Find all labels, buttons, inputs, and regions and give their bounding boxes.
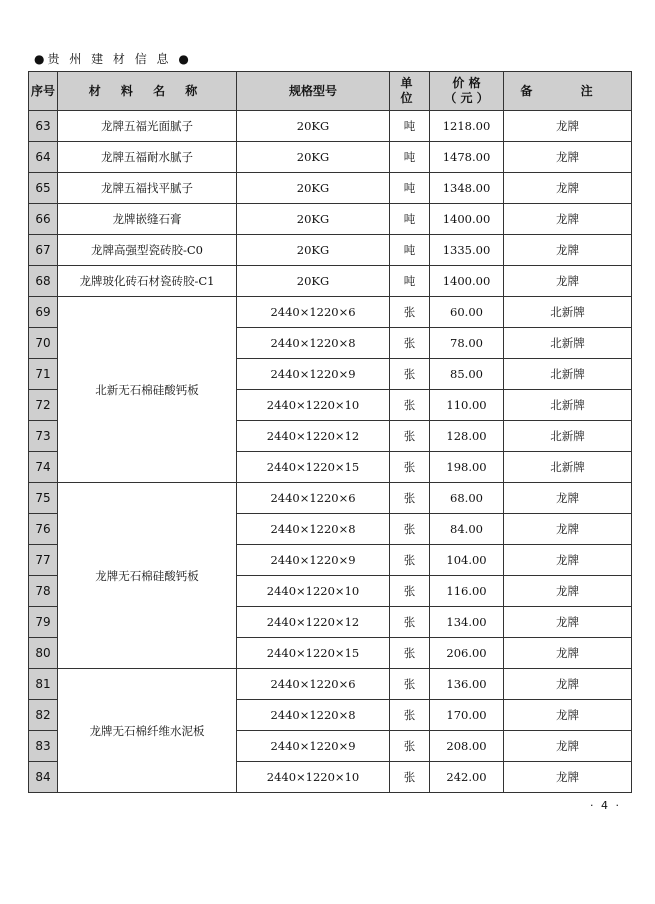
row-note: 北新牌 [504, 421, 632, 452]
row-note: 龙牌 [504, 607, 632, 638]
table-row [29, 235, 632, 266]
row-unit: 张 [390, 607, 430, 638]
row-seq: 69 [29, 297, 58, 328]
table-row [29, 204, 632, 235]
row-name: 龙牌玻化砖石材瓷砖胶-C1 [58, 266, 237, 297]
table-row [29, 483, 632, 514]
page-number: · 4 · [590, 799, 621, 812]
row-note: 龙牌 [504, 669, 632, 700]
row-spec: 2440×1220×6 [237, 669, 390, 700]
col-header-spec: 规格型号 [237, 72, 390, 111]
group-name-cell: 龙牌无石棉硅酸钙板 [58, 483, 237, 669]
table-row [29, 142, 632, 173]
table-row [29, 266, 632, 297]
row-unit: 张 [390, 452, 430, 483]
row-note: 龙牌 [504, 514, 632, 545]
row-note: 北新牌 [504, 452, 632, 483]
row-price: 208.00 [430, 731, 504, 762]
row-price: 60.00 [430, 297, 504, 328]
col-header-price [430, 72, 504, 111]
row-unit: 吨 [390, 235, 430, 266]
row-seq: 67 [29, 235, 58, 266]
row-spec: 2440×1220×8 [237, 700, 390, 731]
row-unit: 吨 [390, 142, 430, 173]
table-row [29, 297, 632, 328]
row-seq: 66 [29, 204, 58, 235]
row-seq: 68 [29, 266, 58, 297]
row-seq: 71 [29, 359, 58, 390]
row-seq: 75 [29, 483, 58, 514]
row-name: 龙牌五福耐水腻子 [58, 142, 237, 173]
row-price: 242.00 [430, 762, 504, 793]
table-row [29, 111, 632, 142]
row-note: 龙牌 [504, 483, 632, 514]
row-unit: 张 [390, 359, 430, 390]
row-seq: 82 [29, 700, 58, 731]
row-price: 1478.00 [430, 142, 504, 173]
row-spec: 2440×1220×15 [237, 452, 390, 483]
row-spec: 2440×1220×6 [237, 483, 390, 514]
row-unit: 张 [390, 421, 430, 452]
row-seq: 81 [29, 669, 58, 700]
row-price: 170.00 [430, 700, 504, 731]
col-header-name: 材 料 名 称 [58, 72, 237, 111]
row-spec: 2440×1220×10 [237, 762, 390, 793]
row-unit: 张 [390, 297, 430, 328]
row-price: 134.00 [430, 607, 504, 638]
row-seq: 65 [29, 173, 58, 204]
row-price: 1335.00 [430, 235, 504, 266]
row-spec: 20KG [237, 204, 390, 235]
table-row [29, 669, 632, 700]
row-note: 龙牌 [504, 204, 632, 235]
row-note: 北新牌 [504, 390, 632, 421]
row-spec: 2440×1220×8 [237, 328, 390, 359]
row-spec: 2440×1220×12 [237, 607, 390, 638]
group-name-cell: 北新无石棉硅酸钙板 [58, 297, 237, 483]
col-header-seq: 序号 [29, 72, 58, 111]
row-price: 1400.00 [430, 266, 504, 297]
row-spec: 2440×1220×10 [237, 576, 390, 607]
row-unit: 吨 [390, 173, 430, 204]
row-note: 龙牌 [504, 142, 632, 173]
row-unit: 吨 [390, 266, 430, 297]
group-name-cell: 龙牌无石棉纤维水泥板 [58, 669, 237, 793]
row-seq: 83 [29, 731, 58, 762]
row-spec: 2440×1220×6 [237, 297, 390, 328]
row-unit: 张 [390, 762, 430, 793]
row-price: 84.00 [430, 514, 504, 545]
row-spec: 20KG [237, 266, 390, 297]
row-seq: 72 [29, 390, 58, 421]
row-seq: 84 [29, 762, 58, 793]
row-price: 198.00 [430, 452, 504, 483]
row-seq: 79 [29, 607, 58, 638]
row-unit: 张 [390, 514, 430, 545]
row-note: 龙牌 [504, 266, 632, 297]
row-spec: 20KG [237, 142, 390, 173]
publication-header: ●贵 州 建 材 信 息 ● [34, 52, 192, 66]
row-name: 龙牌嵌缝石膏 [58, 204, 237, 235]
row-note: 龙牌 [504, 762, 632, 793]
row-unit: 吨 [390, 111, 430, 142]
row-seq: 73 [29, 421, 58, 452]
row-spec: 20KG [237, 173, 390, 204]
row-unit: 张 [390, 545, 430, 576]
row-spec: 2440×1220×9 [237, 545, 390, 576]
col-header-note: 备 注 [504, 72, 632, 111]
row-spec: 2440×1220×8 [237, 514, 390, 545]
row-price: 78.00 [430, 328, 504, 359]
row-note: 龙牌 [504, 700, 632, 731]
row-spec: 2440×1220×9 [237, 731, 390, 762]
table-row [29, 173, 632, 204]
row-unit: 张 [390, 700, 430, 731]
row-spec: 2440×1220×12 [237, 421, 390, 452]
row-name: 龙牌五福找平腻子 [58, 173, 237, 204]
row-unit: 张 [390, 576, 430, 607]
row-note: 北新牌 [504, 328, 632, 359]
row-unit: 张 [390, 638, 430, 669]
row-seq: 70 [29, 328, 58, 359]
col-header-unit: 单 位 [390, 72, 430, 111]
row-spec: 2440×1220×10 [237, 390, 390, 421]
table-header-row [29, 72, 632, 111]
row-price: 128.00 [430, 421, 504, 452]
row-seq: 77 [29, 545, 58, 576]
row-unit: 张 [390, 669, 430, 700]
row-seq: 80 [29, 638, 58, 669]
row-note: 龙牌 [504, 235, 632, 266]
row-note: 北新牌 [504, 297, 632, 328]
price-table [28, 71, 632, 793]
row-seq: 63 [29, 111, 58, 142]
row-seq: 64 [29, 142, 58, 173]
row-note: 龙牌 [504, 545, 632, 576]
row-price: 68.00 [430, 483, 504, 514]
row-unit: 张 [390, 731, 430, 762]
row-unit: 张 [390, 390, 430, 421]
row-spec: 2440×1220×9 [237, 359, 390, 390]
row-note: 龙牌 [504, 576, 632, 607]
row-price: 1218.00 [430, 111, 504, 142]
row-note: 龙牌 [504, 173, 632, 204]
row-seq: 74 [29, 452, 58, 483]
row-note: 龙牌 [504, 638, 632, 669]
price-header-line2: （ 元 ） [444, 91, 489, 105]
row-price: 116.00 [430, 576, 504, 607]
row-note: 龙牌 [504, 111, 632, 142]
price-header-line1: 价 格 [452, 76, 481, 90]
row-name: 龙牌高强型瓷砖胶-C0 [58, 235, 237, 266]
row-spec: 20KG [237, 111, 390, 142]
row-note: 龙牌 [504, 731, 632, 762]
row-spec: 2440×1220×15 [237, 638, 390, 669]
row-note: 北新牌 [504, 359, 632, 390]
row-seq: 76 [29, 514, 58, 545]
row-unit: 张 [390, 328, 430, 359]
row-seq: 78 [29, 576, 58, 607]
row-unit: 张 [390, 483, 430, 514]
row-unit: 吨 [390, 204, 430, 235]
row-spec: 20KG [237, 235, 390, 266]
row-name: 龙牌五福光面腻子 [58, 111, 237, 142]
row-price: 206.00 [430, 638, 504, 669]
row-price: 104.00 [430, 545, 504, 576]
row-price: 110.00 [430, 390, 504, 421]
row-price: 1400.00 [430, 204, 504, 235]
row-price: 136.00 [430, 669, 504, 700]
row-price: 1348.00 [430, 173, 504, 204]
row-price: 85.00 [430, 359, 504, 390]
